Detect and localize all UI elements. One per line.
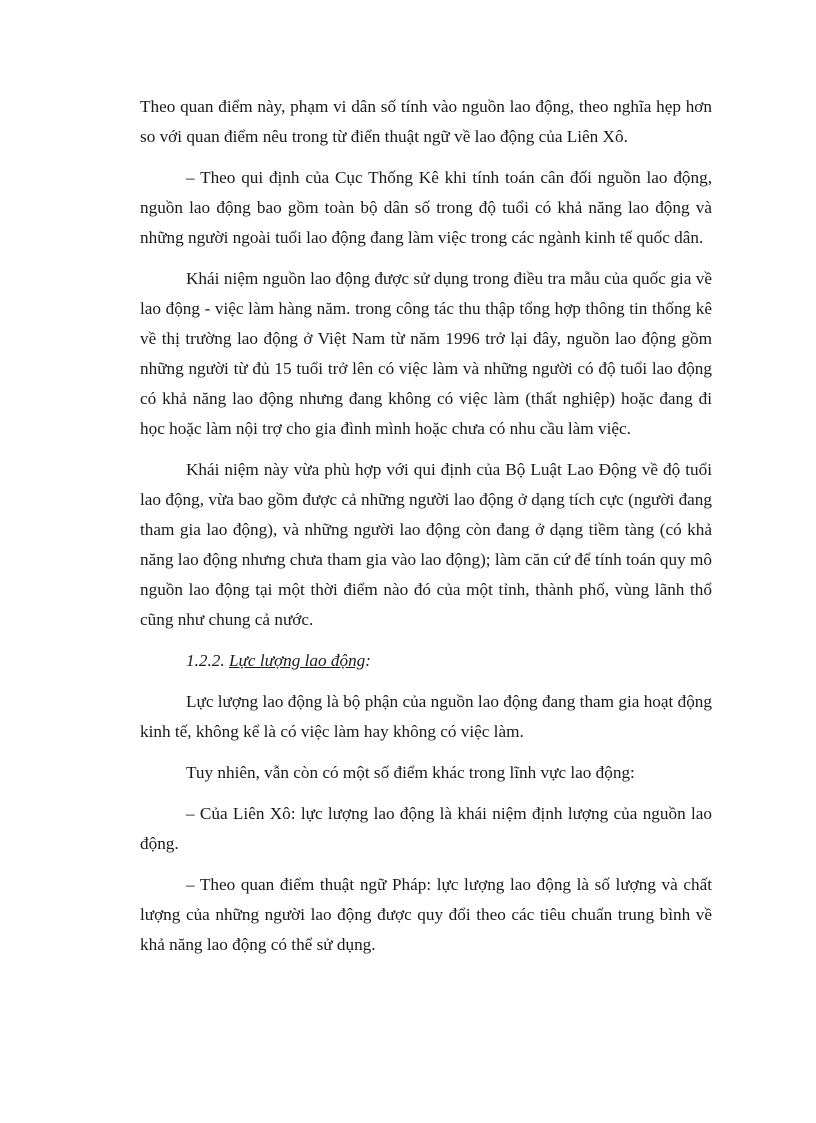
- paragraph: – Theo quan điểm thuật ngữ Pháp: lực lượng lao động là số lượng và chất lượng của những người lao động được quy đổi theo các tiêu chuẩn trung bình về khả năng lao động có thể sử dụng.: [140, 875, 712, 954]
- section-suffix: :: [365, 651, 372, 670]
- section-title: Lực lượng lao động: [228, 651, 366, 670]
- paragraph: – Của Liên Xô: lực lượng lao động là khái niệm định lượng của nguồn lao động.: [140, 804, 712, 853]
- section-heading: [140, 646, 712, 676]
- section-number: 1.2.2.: [186, 651, 225, 670]
- paragraph: – Theo qui định của Cục Thống Kê khi tính toán cân đối nguồn lao động, nguồn lao động bao gồm toàn bộ dân số trong độ tuổi có khả năng lao động và những người ngoài tuổi lao động đang làm việc trong các ngành kinh tế quốc dân.: [140, 168, 712, 247]
- paragraph: Tuy nhiên, vẫn còn có một số điểm khác trong lĩnh vực lao động:: [186, 763, 635, 782]
- paragraph: Theo quan điểm này, phạm vi dân số tính vào nguồn lao động, theo nghĩa hẹp hơn so với quan điểm nêu trong từ điển thuật ngữ về lao động của Liên Xô.: [140, 97, 712, 146]
- paragraph: Khái niệm nguồn lao động được sử dụng trong điều tra mẫu của quốc gia về lao động - việc làm hàng năm. trong công tác thu thập tổng hợp thông tin thống kê về thị trường lao động ở Việt Nam từ năm 1996 trở lại đây, nguồn lao động gồm những người từ đủ 15 tuổi trở lên có việc làm và những người có độ tuổi lao động có khả năng lao động nhưng đang không có việc làm (thất nghiệp) hoặc đang đi học hoặc làm nội trợ cho gia đình mình hoặc chưa có nhu cầu làm việc.: [140, 269, 712, 438]
- paragraph: Lực lượng lao động là bộ phận của nguồn lao động đang tham gia hoạt động kinh tế, không kể là có việc làm hay không có việc làm.: [140, 692, 712, 741]
- document-page: [140, 92, 712, 971]
- paragraph: Khái niệm này vừa phù hợp với qui định của Bộ Luật Lao Động về độ tuổi lao động, vừa bao gồm được cả những người lao động ở dạng tích cực (người đang tham gia lao động), và những người lao động còn đang ở dạng tiềm tàng (có khả năng lao động nhưng chưa tham gia vào lao động); làm căn cứ để tính toán quy mô nguồn lao động tại một thời điểm nào đó của một tỉnh, thành phố, vùng lãnh thổ cũng như chung cả nước.: [140, 460, 712, 629]
